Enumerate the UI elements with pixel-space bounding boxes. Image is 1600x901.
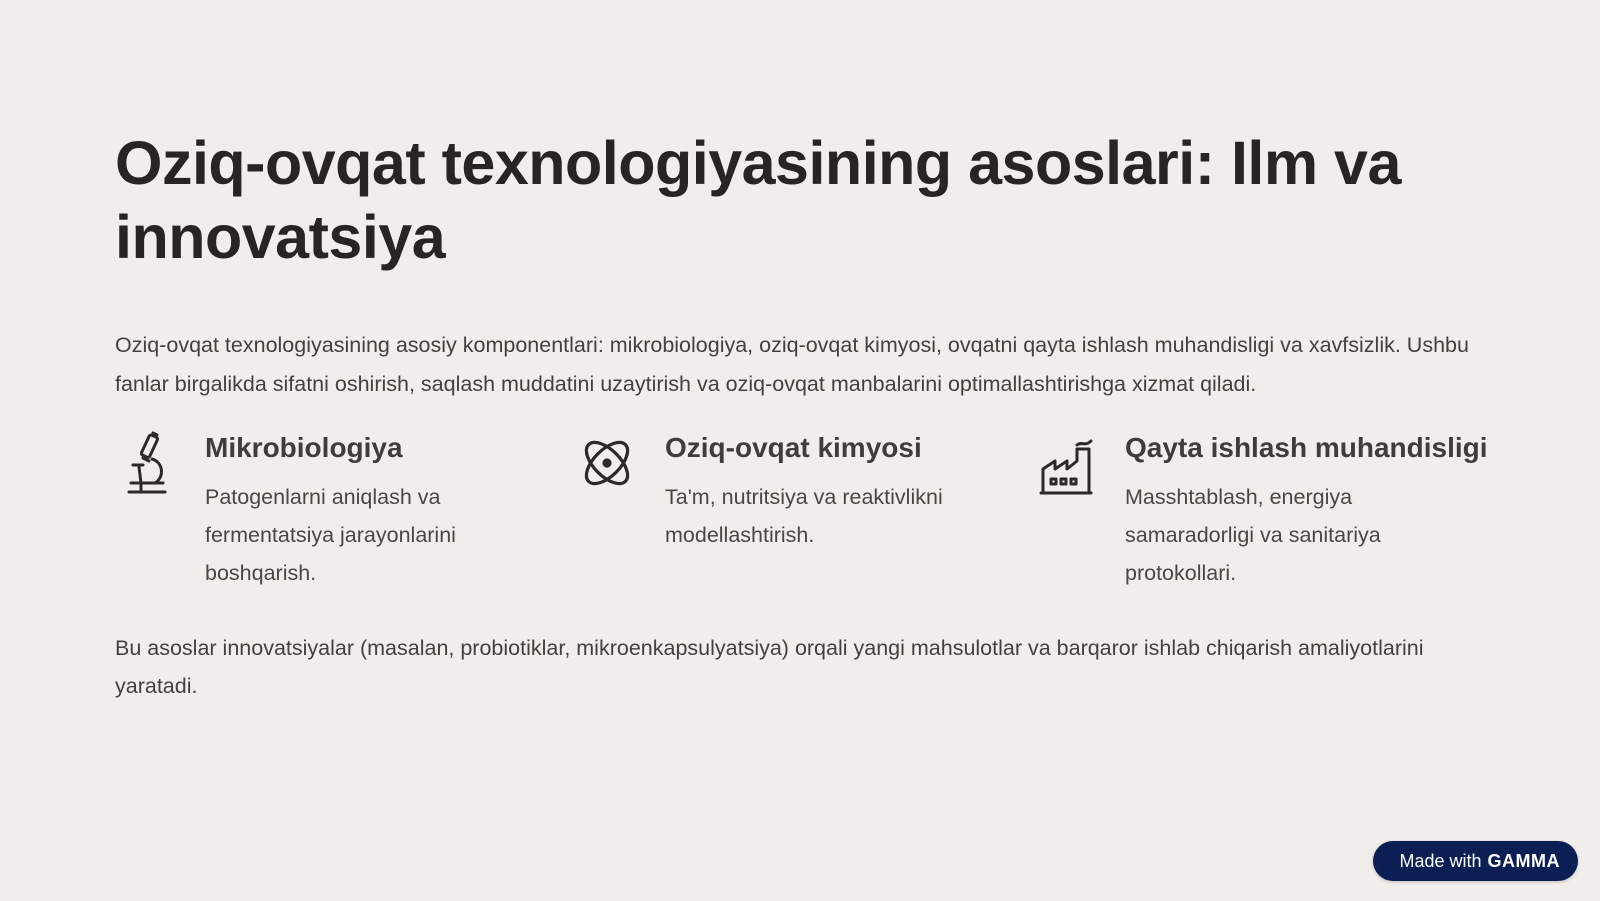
feature-description: Masshtablash, energiya samaradorligi va sanitariya protokollari. [1125,485,1381,585]
factory-icon [1039,431,1095,499]
feature-title: Oziq-ovqat kimyosi [665,432,922,463]
feature-description: Patogenlarni aniqlash va fermentatsiya jarayonlarini boshqarish. [205,485,456,585]
feature-process-engineering [1035,429,1495,592]
feature-title: Mikrobiologiya [205,432,403,463]
gamma-logo: GAMMA [1487,850,1560,871]
feature-microbiology [115,429,575,592]
badge-prefix: Made with [1399,850,1482,871]
slide-content [115,126,1495,705]
feature-food-chemistry [575,429,1035,592]
made-with-gamma-badge[interactable] [1373,841,1578,881]
intro-paragraph: Oziq-ovqat texnologiyasining asosiy komponentlari: mikrobiologiya, oziq-ovqat kimyosi, ovqatni qayta ishlash muhandisligi va xavfsizlik. Ushbu fanlar birgalikda sifatni oshirish, saqlash muddatini uzaytirish va oziq-ovqat manbalarini optimallashtirishga xizmat qiladi. [115,333,1469,396]
outro-paragraph: Bu asoslar innovatsiyalar (masalan, probiotiklar, mikroenkapsulyatsiya) orqali yangi mahsulotlar va barqaror ishlab chiqarish amaliyotlarini yaratadi. [115,636,1424,698]
feature-list [115,429,1495,592]
page-title: Oziq-ovqat texnologiyasining asoslari: Ilm va innovatsiya [115,129,1401,271]
feature-title: Qayta ishlash muhandisligi [1125,432,1488,463]
microscope-icon [119,431,175,499]
feature-description: Ta'm, nutritsiya va reaktivlikni modellashtirish. [665,485,943,547]
atom-icon [579,431,635,499]
